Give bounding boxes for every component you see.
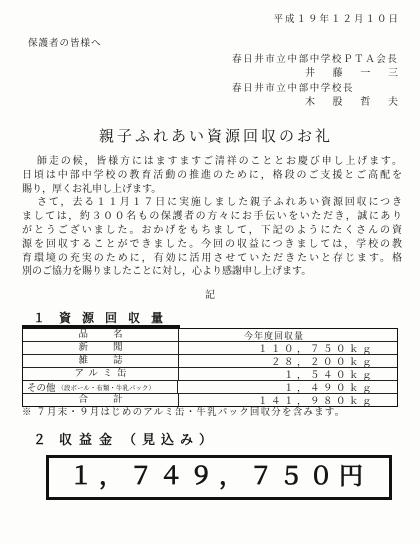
- table-row: [23, 368, 397, 381]
- issue-date: 平成１９年１２月１０日: [273, 15, 400, 25]
- column-header: 今年度回収量: [243, 330, 304, 341]
- item-label: アルミ缶: [74, 369, 127, 379]
- table-row: [23, 381, 397, 394]
- total-label: 合計: [78, 395, 123, 405]
- body-line: 師走の候，皆様方にはますますご清祥のこととお慶び申し上げます。: [37, 156, 402, 167]
- item-label: 雑誌: [78, 356, 123, 366]
- thanks-paragraph: [22, 196, 402, 279]
- item-cell: [23, 355, 179, 367]
- body-line: 源を回収することができました。今回の収益につきましては，学校の教: [22, 238, 402, 250]
- section-title: 収益金: [59, 432, 120, 447]
- item-detail: （段ボール・布類・牛乳パック）: [57, 384, 155, 392]
- table-header-row: [23, 329, 397, 342]
- header-cell-item: [23, 329, 179, 341]
- item-cell: [23, 381, 178, 393]
- document-title: 親子ふれあい資源回収のお礼: [98, 129, 333, 145]
- sender-title-pta-president: 春日井市立中部中学校ＰＴＡ会長: [232, 55, 399, 65]
- ki-marker: 記: [205, 290, 215, 301]
- proceeds-amount: １，７４９，７５０円: [69, 464, 369, 490]
- body-line: 日頃は中部中学校の教育活動の推進のために，格段のご支援とご高配を: [22, 169, 402, 181]
- amount-cell: １，４９０ｋｇ: [283, 384, 375, 393]
- letter-body: [22, 155, 402, 279]
- section-qualifier: （見込み）: [123, 432, 219, 447]
- section-title: 資源回収量: [59, 311, 175, 325]
- amount-cell: ２８，２００ｋｇ: [270, 358, 375, 367]
- table-note: ※ ７月末・９月はじめのアルミ缶・牛乳パック回収分を含みます。: [22, 408, 346, 418]
- item-label: その他: [27, 384, 56, 393]
- table-total-row: [23, 394, 397, 406]
- body-line: 育環境の充実のために，有効に活用させていただきたいと存じます。格: [22, 252, 402, 264]
- sender-name-pta-president: 井藤一三: [305, 68, 398, 79]
- proceeds-amount-box: [46, 455, 392, 500]
- table-row: [23, 355, 397, 368]
- item-cell: [23, 394, 179, 406]
- item-label: 新聞: [78, 343, 123, 353]
- amount-cell: １，５４０ｋｇ: [283, 371, 375, 380]
- item-cell: [23, 342, 179, 354]
- sender-name-principal: 木股哲夫: [305, 97, 398, 108]
- body-line: 別のご協力を賜りましたことに対し，心より感謝申し上げます。: [22, 266, 312, 278]
- section-number: １: [33, 311, 46, 325]
- section-number: ２: [33, 432, 47, 447]
- total-amount-cell: １４１，９８０ｋｇ: [257, 397, 375, 406]
- body-line: 賜り，厚くお礼申し上げます。: [22, 183, 162, 195]
- table-row: [23, 342, 397, 355]
- body-line: さて，去る１１月１７日に実施しました親子ふれあい資源回収につき: [37, 197, 402, 209]
- resources-table: [22, 328, 398, 407]
- amount-cell: １１０，７５０ｋｇ: [257, 345, 375, 354]
- column-header: 品名: [78, 330, 123, 340]
- sender-title-principal: 春日井市立中部中学校長: [232, 84, 355, 94]
- section-resources-heading: [22, 311, 180, 328]
- item-cell: [23, 368, 179, 380]
- body-line: ましては，約３００名もの保護者の方々にお手伝いをいただき，誠にあり: [22, 211, 402, 223]
- greeting-paragraph: [22, 155, 402, 196]
- section-proceeds-heading: [22, 432, 218, 449]
- addressee: 保護者の皆様へ: [28, 39, 102, 49]
- body-line: がとうございました。おかげをもちまして，下記のようにたくさんの資: [22, 224, 402, 236]
